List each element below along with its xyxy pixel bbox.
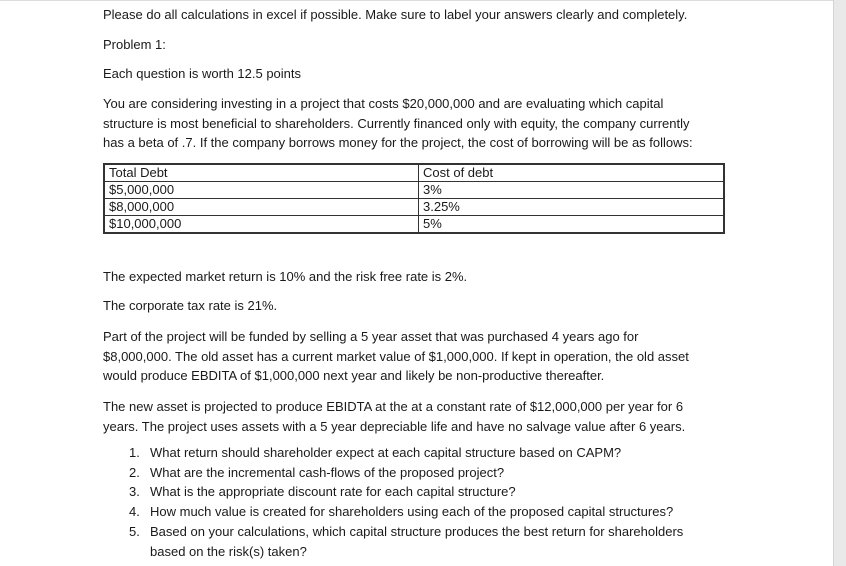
question-text: Based on your calculations, which capital structure produces the best return for shareholders <box>150 523 684 539</box>
list-item <box>103 522 733 561</box>
question-number: 5. <box>129 523 140 539</box>
new-asset-line: years. The project uses assets with a 5 year depreciable life and have no salvage value after 6 years. <box>103 418 686 434</box>
page-edge-shadow <box>833 0 846 566</box>
problem-title: Problem 1: <box>103 37 166 52</box>
cost-of-debt-cell: 5% <box>419 216 725 234</box>
header-cost-of-debt: Cost of debt <box>419 164 725 182</box>
old-asset-line: $8,000,000. The old asset has a current market value of $1,000,000. If kept in operation, the old asset <box>103 348 689 364</box>
list-item <box>103 443 733 463</box>
list-item <box>103 482 733 502</box>
question-number: 4. <box>129 504 140 520</box>
question-text-continued: based on the risk(s) taken? <box>150 543 307 559</box>
question-number: 3. <box>129 484 140 500</box>
points-note: Each question is worth 12.5 points <box>103 66 302 81</box>
old-asset-line: would produce EBDITA of $1,000,000 next year and likely be non-productive thereafter. <box>103 368 605 383</box>
scenario-line: You are considering investing in a project that costs $20,000,000 and are evaluating which capital <box>103 96 664 111</box>
question-text: How much value is created for shareholders using each of the proposed capital structures? <box>150 504 674 520</box>
list-item <box>103 463 733 483</box>
question-list <box>103 443 733 561</box>
question-text: What are the incremental cash-flows of the proposed project? <box>150 464 505 480</box>
question-text: What is the appropriate discount rate for each capital structure? <box>150 484 516 500</box>
debt-cost-table <box>103 163 725 234</box>
table-header-row <box>104 164 724 182</box>
table-row <box>104 182 724 199</box>
total-debt-cell: $10,000,000 <box>104 216 419 234</box>
page-top-border <box>0 0 834 1</box>
table-row <box>104 199 724 216</box>
total-debt-cell: $5,000,000 <box>104 182 419 199</box>
question-number: 1. <box>129 445 140 460</box>
total-debt-cell: $8,000,000 <box>104 199 419 216</box>
tax-rate-line: The corporate tax rate is 21%. <box>103 298 278 313</box>
question-text: What return should shareholder expect at each capital structure based on CAPM? <box>150 445 622 460</box>
table-row <box>104 216 724 234</box>
new-asset-line: The new asset is projected to produce EBIDTA at the at a constant rate of $12,000,000 per year for 6 <box>103 399 684 414</box>
market-return-line: The expected market return is 10% and the risk free rate is 2%. <box>103 269 468 284</box>
cost-of-debt-cell: 3% <box>419 182 725 199</box>
question-number: 2. <box>129 464 140 480</box>
scenario-line: has a beta of .7. If the company borrows money for the project, the cost of borrowing will be as follows: <box>103 135 693 150</box>
old-asset-line: Part of the project will be funded by selling a 5 year asset that was purchased 4 years ago for <box>103 329 639 344</box>
scenario-line: structure is most beneficial to shareholders. Currently financed only with equity, the company currently <box>103 115 690 131</box>
list-item <box>103 502 733 522</box>
header-total-debt: Total Debt <box>104 164 419 182</box>
intro-instruction: Please do all calculations in excel if possible. Make sure to label your answers clearly and completely. <box>103 7 688 22</box>
cost-of-debt-cell: 3.25% <box>419 199 725 216</box>
